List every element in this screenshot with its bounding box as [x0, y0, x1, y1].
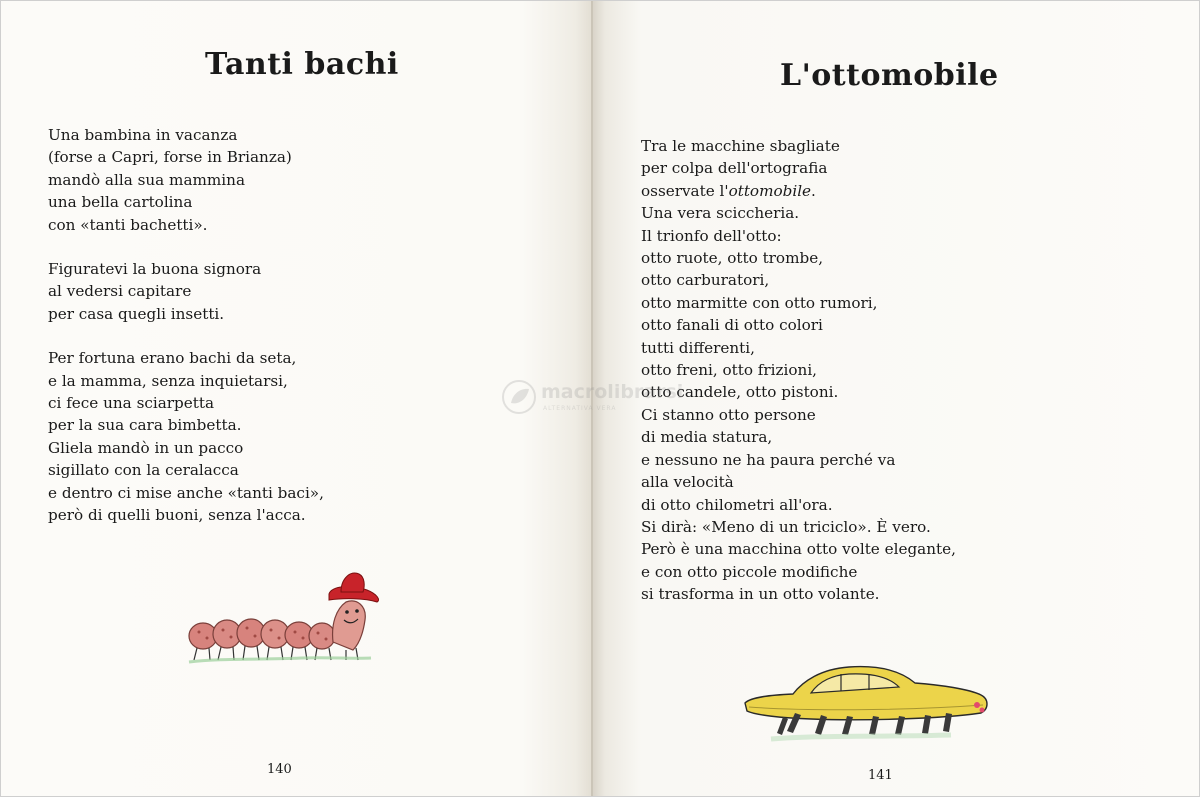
poem-line: sigillato con la ceralacca [48, 461, 239, 480]
poem-line: al vedersi capitare [48, 282, 192, 301]
poem-line [641, 180, 956, 202]
car-illustration [741, 661, 1001, 761]
poem-line: si trasforma in un otto volante. [641, 585, 880, 604]
poem-line: per la sua cara bimbetta. [48, 416, 242, 435]
poem-line: otto carburatori, [641, 271, 770, 290]
poem-body [48, 124, 324, 549]
poem-line: alla velocità [641, 473, 734, 492]
poem-line: Una bambina in vacanza [48, 126, 238, 144]
poem-line: Una vera sciccheria. [641, 204, 800, 223]
poem-line: otto fanali di otto colori [641, 316, 823, 335]
poem-line: Però è una macchina otto volte elegante, [641, 540, 956, 559]
page-number: 141 [868, 768, 893, 783]
poem-line: una bella cartolina [48, 193, 193, 212]
leaf-logo-icon [501, 379, 537, 415]
poem-line: Per fortuna erano bachi da seta, [48, 349, 297, 368]
watermark-tagline: ALTERNATIVA VERA [543, 405, 617, 412]
poem-line: per colpa dell'ortografia [641, 159, 828, 178]
car-body [745, 667, 987, 720]
poem-line: di otto chilometri all'ora. [641, 495, 833, 514]
poem-title: L'ottomobile [780, 58, 999, 93]
poem-line: tutti differenti, [641, 338, 755, 357]
poem-line-text: osservate l' [641, 181, 729, 200]
poem-line: otto candele, otto pistoni. [641, 383, 839, 402]
poem-line: con «tanti bachetti». [48, 215, 208, 234]
caterpillar-illustration [181, 564, 391, 674]
poem-line: Tra le macchine sbagliate [641, 137, 840, 155]
poem-line: e la mamma, senza inquietarsi, [48, 371, 288, 390]
poem-line: otto ruote, otto trombe, [641, 249, 824, 268]
stanza [48, 347, 324, 526]
poem-line: (forse a Capri, forse in Brianza) [48, 148, 292, 167]
page-number: 140 [267, 762, 292, 777]
poem-line-text: . [811, 181, 816, 200]
poem-line: e dentro ci mise anche «tanti baci», [48, 483, 324, 502]
poem-line: e con otto piccole modifiche [641, 562, 858, 581]
stanza [48, 258, 324, 325]
poem-line: Il trionfo dell'otto: [641, 226, 782, 245]
poem-line: mandò alla sua mammina [48, 170, 245, 189]
poem-line: Figuratevi la buona signora [48, 260, 262, 279]
emphasized-word: ottomobile [728, 181, 812, 200]
right-page [593, 1, 1199, 796]
poem-body [641, 135, 956, 606]
poem-line: di media statura, [641, 428, 773, 447]
poem-line: e nessuno ne ha paura perché va [641, 450, 896, 469]
poem-line: Si dirà: «Meno di un triciclo». È vero. [641, 517, 931, 536]
red-hat-icon [329, 573, 379, 602]
poem-title: Tanti bachi [205, 47, 399, 82]
ground-shadow [771, 735, 951, 739]
stanza [48, 124, 324, 236]
poem-line: otto marmitte con otto rumori, [641, 293, 878, 312]
poem-line: Gliela mandò in un pacco [48, 438, 244, 457]
watermark-brand: macrolibrarsi [541, 381, 684, 403]
poem-line: otto freni, otto frizioni, [641, 361, 818, 380]
poem-line: per casa quegli insetti. [48, 304, 225, 323]
poem-line: Ci stanno otto persone [641, 405, 816, 424]
poem-line: però di quelli buoni, senza l'acca. [48, 506, 306, 525]
poem-line: ci fece una sciarpetta [48, 394, 215, 413]
caterpillar-body [189, 601, 371, 662]
